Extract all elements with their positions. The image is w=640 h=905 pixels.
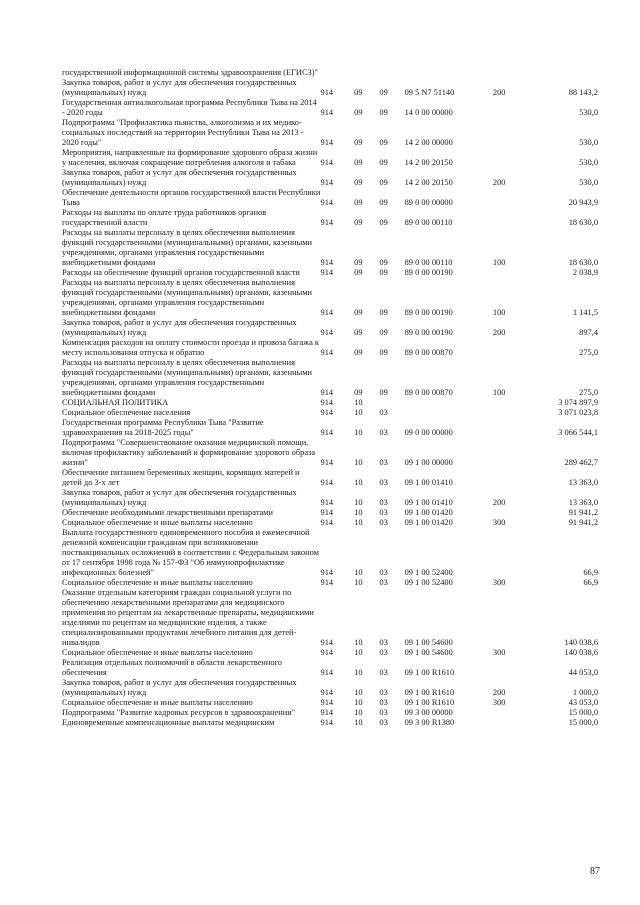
amount: 66,9 (583, 568, 598, 577)
department-code: 914 (320, 328, 334, 337)
expense-type-code: 300 (492, 578, 506, 587)
row-name: Реализация отдельных полномочий в области лекарственного обеспечения (62, 658, 282, 677)
department-code: 914 (320, 408, 334, 417)
amount: 91 941,2 (568, 508, 598, 517)
row-name: Закупка товаров, работ и услуг для обеспечения государственных (муниципальных) нужд (62, 318, 297, 337)
target-article-code: 09 1 00 01410 (404, 478, 453, 487)
target-article-code (405, 398, 493, 408)
department-code: 914 (320, 458, 334, 467)
row-name: СОЦИАЛЬНАЯ ПОЛИТИКА (62, 398, 169, 407)
amount: 18 630,0 (568, 258, 598, 267)
target-article-code: 14 2 00 20150 (404, 158, 453, 167)
table-row (62, 358, 598, 398)
table-row (62, 268, 598, 278)
expense-type-code: 200 (492, 88, 506, 97)
table-row (62, 708, 598, 718)
target-article-code (405, 408, 493, 418)
budget-table (62, 68, 598, 728)
target-article-code: 09 1 00 54600 (404, 648, 453, 657)
table-row (62, 698, 598, 708)
target-article-code: 89 0 00 00870 (404, 348, 453, 357)
subsection-code: 03 (379, 578, 388, 587)
section-code: 10 (354, 398, 363, 407)
amount: 91 941,2 (568, 518, 598, 527)
amount: 275,0 (579, 388, 598, 397)
row-name: Подпрограмма "Развитие кадровых ресурсов в здравоохранении" (62, 708, 296, 717)
department-code: 914 (320, 388, 334, 397)
expense-type-code (493, 68, 525, 78)
subsection-code: 09 (379, 348, 388, 357)
department-code: 914 (320, 698, 334, 707)
target-article-code: 09 1 00 54600 (404, 638, 453, 647)
target-article-code: 89 0 00 00000 (404, 198, 453, 207)
section-code: 10 (354, 408, 363, 417)
department-code: 914 (320, 708, 334, 717)
subsection-code: 03 (379, 428, 388, 437)
subsection-code: 03 (379, 718, 388, 727)
department-code: 914 (320, 688, 334, 697)
row-name: Обеспечение необходимыми лекарственными препаратами (62, 508, 273, 517)
row-name: Социальное обеспечение и иные выплаты населению (62, 518, 253, 527)
expense-type-code (493, 408, 525, 418)
department-code: 914 (320, 258, 334, 267)
amount: 530,0 (579, 178, 598, 187)
amount: 43 053,0 (568, 698, 598, 707)
row-name: Компенсация расходов на оплату стоимости проезда и провоза багажа к месту использования отпуска и обратно (62, 338, 319, 357)
expense-type-code: 300 (492, 518, 506, 527)
section-code: 09 (354, 108, 363, 117)
department-code: 914 (320, 668, 334, 677)
row-name: Оказание отдельным категориям граждан социальной услуги по обеспечению лекарственными препаратами для медицинского применения по рецептам на лекарственные препараты, медицинскими изделиями по рецептам на медицинские изделия, а также специализированными продуктами лечебного питания для детей-инвалидов (62, 588, 314, 647)
section-code: 09 (354, 348, 363, 357)
amount: 897,4 (579, 328, 598, 337)
section-code: 10 (354, 508, 363, 517)
row-name: Мероприятия, направленные на формирование здорового образа жизни у населения, включая сокращение потребления алкоголя и табака (62, 148, 318, 167)
target-article-code: 09 1 00 01420 (404, 508, 453, 517)
table-row (62, 188, 598, 208)
target-article-code: 09 5 N7 51140 (404, 88, 455, 97)
expense-type-code (493, 588, 525, 648)
department-code: 914 (320, 88, 334, 97)
row-name: Расходы на выплаты персоналу в целях обеспечения выполнения функций государственными (муниципальными) органами, казенными учреждениями, органами управления государственными внебюджетными фондами (62, 358, 313, 397)
section-code: 10 (354, 708, 363, 717)
section-code: 09 (354, 158, 363, 167)
target-article-code: 09 1 00 R1610 (404, 668, 455, 677)
target-article-code: 14 2 00 00000 (404, 138, 453, 147)
department-code: 914 (320, 578, 334, 587)
department-code: 914 (320, 718, 334, 727)
amount: 2 038,9 (572, 268, 598, 277)
subsection-code: 03 (379, 708, 388, 717)
subsection-code: 03 (379, 698, 388, 707)
subsection-code: 09 (379, 328, 388, 337)
target-article-code: 09 1 00 01420 (404, 518, 453, 527)
budget-rows (62, 68, 598, 728)
expense-type-code (493, 98, 525, 118)
row-name: Закупка товаров, работ и услуг для обеспечения государственных (муниципальных) нужд (62, 168, 297, 187)
row-name: Государственная антиалкогольная программа Республики Тыва на 2014 - 2020 годы (62, 98, 317, 117)
department-code: 914 (320, 308, 334, 317)
section-code (354, 68, 379, 78)
expense-type-code (493, 528, 525, 578)
expense-type-code (493, 188, 525, 208)
expense-type-code: 100 (492, 258, 506, 267)
row-name: Закупка товаров, работ и услуг для обеспечения государственных (муниципальных) нужд (62, 678, 297, 697)
target-article-code: 09 1 00 R1610 (404, 698, 455, 707)
row-name: Социальное обеспечение населения (62, 408, 191, 417)
subsection-code: 09 (379, 308, 388, 317)
row-name: Закупка товаров, работ и услуг для обеспечения государственных (муниципальных) нужд (62, 78, 297, 97)
subsection-code: 03 (379, 478, 388, 487)
table-row (62, 318, 598, 338)
subsection-code: 09 (379, 108, 388, 117)
subsection-code: 03 (379, 648, 388, 657)
expense-type-code (493, 438, 525, 468)
subsection-code: 03 (379, 498, 388, 507)
section-code: 10 (354, 668, 363, 677)
expense-type-code: 200 (492, 328, 506, 337)
expense-type-code (493, 208, 525, 228)
target-article-code: 89 0 00 00190 (404, 328, 453, 337)
row-name: Расходы на выплаты персоналу в целях обеспечения выполнения функций государственными (муниципальными) органами, казенными учреждениями, органами управления государственными внебюджетными фондами (62, 228, 313, 267)
target-article-code: 89 0 00 00110 (404, 218, 453, 227)
subsection-code: 03 (379, 688, 388, 697)
section-code: 10 (354, 688, 363, 697)
section-code: 10 (354, 498, 363, 507)
subsection-code: 03 (379, 668, 388, 677)
row-name: Обеспечение питанием беременных женщин, кормящих матерей и детей до 3-х лет (62, 468, 300, 487)
section-code: 10 (354, 518, 363, 527)
section-code: 10 (354, 478, 363, 487)
section-code: 10 (354, 648, 363, 657)
table-row (62, 398, 598, 408)
department-code: 914 (320, 348, 334, 357)
page-number: 87 (590, 866, 600, 877)
section-code: 10 (354, 578, 363, 587)
subsection-code: 09 (379, 198, 388, 207)
department-code: 914 (320, 218, 334, 227)
subsection-code: 09 (379, 178, 388, 187)
row-name: Расходы на выплаты по оплате труда работников органов государственной власти (62, 208, 267, 227)
subsection-code: 09 (379, 158, 388, 167)
amount: 88 143,2 (568, 88, 598, 97)
table-row (62, 508, 598, 518)
row-name: Выплата государственного единовременного пособия и ежемесячной денежной компенсации гражданам при возникновении поствакцинальных осложнений в соответствии с Федеральным законом от 17 сентября 1998 года № 157-ФЗ "Об иммунопрофилактике инфекционных болезней" (62, 528, 319, 577)
row-name: Государственная программа Республики Тыва "Развитие здравоохранения на 2018-2025 годы" (62, 418, 264, 437)
target-article-code: 09 3 00 00000 (404, 708, 453, 717)
table-row (62, 338, 598, 358)
section-code: 09 (354, 88, 363, 97)
expense-type-code: 200 (492, 498, 506, 507)
table-row (62, 588, 598, 648)
amount: 3 066 544,1 (558, 428, 598, 437)
table-row (62, 468, 598, 488)
amount: 530,0 (579, 158, 598, 167)
target-article-code: 09 1 00 R1610 (404, 688, 455, 697)
amount: 15 000,0 (568, 708, 598, 717)
subsection-code: 03 (379, 568, 388, 577)
row-name: Закупка товаров, работ и услуг для обеспечения государственных (муниципальных) нужд (62, 488, 297, 507)
table-row (62, 208, 598, 228)
expense-type-code (493, 418, 525, 438)
target-article-code: 09 1 00 52400 (404, 578, 453, 587)
department-code: 914 (320, 648, 334, 657)
row-name: Подпрограмма "Совершенствование оказания медицинской помощи, включая профилактику заболеваний и формирование здорового образа жизни" (62, 438, 316, 467)
table-row (62, 98, 598, 118)
section-code: 09 (354, 308, 363, 317)
table-row (62, 78, 598, 98)
section-code: 10 (354, 458, 363, 467)
subsection-code: 03 (379, 458, 388, 467)
table-row (62, 118, 598, 148)
department-code: 914 (320, 108, 334, 117)
table-row (62, 578, 598, 588)
department-code: 914 (320, 428, 334, 437)
department-code: 914 (320, 518, 334, 527)
table-row (62, 488, 598, 508)
target-article-code: 89 0 00 00870 (404, 388, 453, 397)
expense-type-code: 300 (492, 698, 506, 707)
row-name: Социальное обеспечение и иные выплаты населению (62, 698, 253, 707)
table-row (62, 658, 598, 678)
amount: 530,0 (579, 138, 598, 147)
department-code: 914 (320, 198, 334, 207)
amount: 13 363,0 (568, 478, 598, 487)
expense-type-code: 100 (492, 308, 506, 317)
target-article-code: 14 0 00 00000 (404, 108, 453, 117)
department-code: 914 (320, 508, 334, 517)
amount: 1 000,0 (572, 688, 598, 697)
department-code: 914 (320, 268, 334, 277)
amount: 44 053,0 (568, 668, 598, 677)
amount: 18 630,0 (568, 218, 598, 227)
amount: 13 363,0 (568, 498, 598, 507)
target-article-code: 09 3 00 R1380 (404, 718, 455, 727)
target-article-code: 14 2 00 20150 (404, 178, 453, 187)
subsection-code: 09 (379, 88, 388, 97)
target-article-code (405, 68, 493, 78)
section-code: 09 (354, 218, 363, 227)
amount: 3 074 897,9 (558, 398, 598, 407)
subsection-code: 03 (379, 408, 388, 417)
expense-type-code: 100 (492, 388, 506, 397)
amount: 3 071 023,8 (558, 408, 598, 417)
amount: 140 038,6 (564, 648, 598, 657)
expense-type-code (493, 508, 525, 518)
subsection-code: 03 (379, 508, 388, 517)
section-code: 10 (354, 638, 363, 647)
expense-type-code (493, 718, 525, 728)
section-code: 09 (354, 268, 363, 277)
amount: 530,0 (579, 108, 598, 117)
row-name: Расходы на выплаты персоналу в целях обеспечения выполнения функций государственными (муниципальными) органами, казенными учреждениями, органами управления государственными внебюджетными фондами (62, 278, 313, 317)
department-code: 914 (320, 568, 334, 577)
amount: 66,9 (583, 578, 598, 587)
expense-type-code: 300 (492, 648, 506, 657)
table-row (62, 518, 598, 528)
section-code: 09 (354, 328, 363, 337)
department-code: 914 (320, 158, 334, 167)
amount (524, 68, 598, 78)
table-row (62, 418, 598, 438)
row-name: Единовременные компенсационные выплаты медицинским (62, 718, 275, 727)
expense-type-code (493, 708, 525, 718)
expense-type-code (493, 658, 525, 678)
table-row (62, 228, 598, 268)
subsection-code: 03 (379, 638, 388, 647)
expense-type-code (493, 468, 525, 488)
subsection-code: 09 (379, 218, 388, 227)
table-row (62, 68, 598, 78)
subsection-code: 09 (379, 388, 388, 397)
expense-type-code: 200 (492, 178, 506, 187)
department-code: 914 (320, 398, 334, 407)
table-row (62, 148, 598, 168)
department-code: 914 (320, 498, 334, 507)
subsection-code: 09 (379, 258, 388, 267)
expense-type-code: 200 (492, 688, 506, 697)
amount: 140 038,6 (564, 638, 598, 647)
expense-type-code (493, 148, 525, 168)
target-article-code: 89 0 00 00110 (404, 258, 453, 267)
expense-type-code (493, 398, 525, 408)
amount: 1 141,5 (572, 308, 598, 317)
target-article-code: 09 1 00 52400 (404, 568, 453, 577)
subsection-code: 03 (379, 518, 388, 527)
row-name: Социальное обеспечение и иные выплаты населению (62, 648, 253, 657)
section-code: 09 (354, 178, 363, 187)
section-code: 10 (354, 428, 363, 437)
subsection-code (379, 398, 404, 408)
section-code: 10 (354, 718, 363, 727)
target-article-code: 09 1 00 00000 (404, 458, 453, 467)
department-code: 914 (320, 478, 334, 487)
row-name: Обеспечение деятельности органов государственной власти Республики Тыва (62, 188, 321, 207)
target-article-code: 09 0 00 00000 (404, 428, 453, 437)
table-row (62, 678, 598, 698)
row-name: Подпрограмма "Профилактика пьянства, алкоголизма и их медико-социальных последствий на территории Республики Тыва на 2013 - 2020 годы" (62, 118, 304, 147)
section-code: 09 (354, 138, 363, 147)
expense-type-code (493, 338, 525, 358)
target-article-code: 89 0 00 00190 (404, 268, 453, 277)
department-code: 914 (320, 178, 334, 187)
target-article-code: 89 0 00 00190 (404, 308, 453, 317)
amount: 275,0 (579, 348, 598, 357)
expense-type-code (493, 268, 525, 278)
section-code: 09 (354, 388, 363, 397)
amount: 20 943,9 (568, 198, 598, 207)
table-row (62, 648, 598, 658)
subsection-code (379, 68, 404, 78)
table-row (62, 718, 598, 728)
section-code: 09 (354, 258, 363, 267)
subsection-code: 09 (379, 138, 388, 147)
section-code: 10 (354, 698, 363, 707)
table-row (62, 408, 598, 418)
section-code: 10 (354, 568, 363, 577)
row-name: Расходы на обеспечение функций органов государственной власти (62, 268, 300, 277)
department-code: 914 (320, 138, 334, 147)
table-row (62, 278, 598, 318)
table-row (62, 528, 598, 578)
row-name: Социальное обеспечение и иные выплаты населению (62, 578, 253, 587)
row-name: государственной информационной системы здравоохранения (ЕГИСЗ)" (62, 68, 318, 77)
subsection-code: 09 (379, 268, 388, 277)
amount: 15 000,0 (568, 718, 598, 727)
expense-type-code (493, 118, 525, 148)
department-code (321, 68, 355, 78)
department-code: 914 (320, 638, 334, 647)
target-article-code: 09 1 00 01410 (404, 498, 453, 507)
section-code: 09 (354, 198, 363, 207)
table-row (62, 168, 598, 188)
table-row (62, 438, 598, 468)
amount: 289 462,7 (564, 458, 598, 467)
